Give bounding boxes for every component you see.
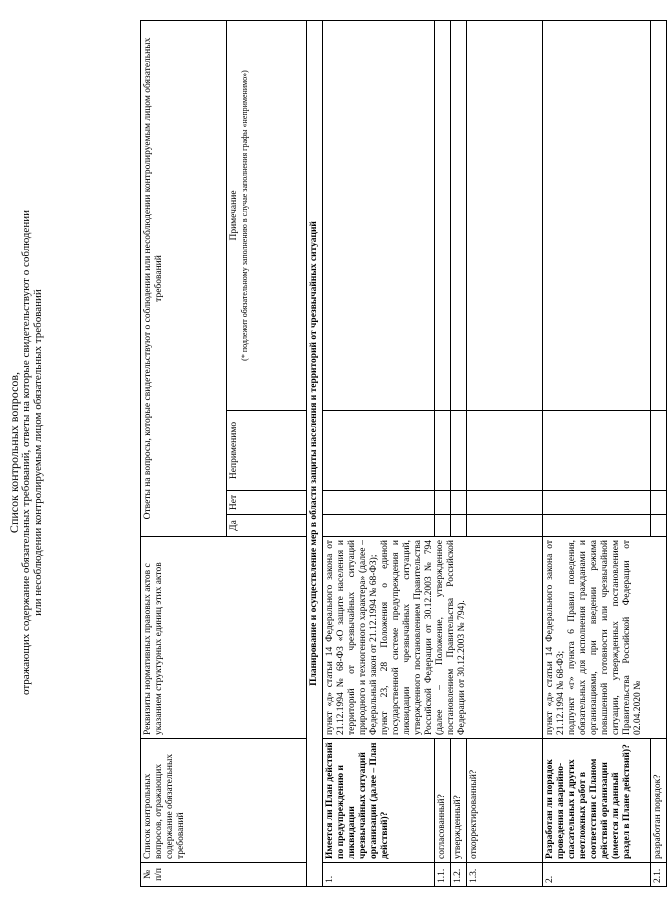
answer-yes-cell[interactable] xyxy=(323,515,435,537)
answer-no-cell[interactable] xyxy=(451,491,467,515)
table-row xyxy=(323,20,435,886)
header-na: Неприменимо xyxy=(227,411,307,491)
answer-no-cell[interactable] xyxy=(543,491,651,515)
checklist-table xyxy=(140,20,667,887)
note-cell[interactable] xyxy=(543,20,651,410)
section-title: Планирование и осуществление мер в области защиты населения и территорий от чрезвычайных ситуаций xyxy=(307,20,323,886)
row-requisites: пункт «д» статьи 14 Федерального закона от 21.12.1994 № 68-ФЗ «О защите населения и территорий от чрезвычайных ситуаций природного и техногенного характера» (далее – Федеральный закон от 21.12.1994 № 68-ФЗ); пункт 23, 28 Положения о единой государственной системе предупреждения и ликвидации чрезвычайных ситуаций, утвержденного постановлением Правительства Российской Федерации от 30.12.2003 № 794 (далее – Положение, утвержденное постановлением Правительства Российской Федерации от 30.12.2003 № 794). xyxy=(323,537,543,739)
answer-yes-cell[interactable] xyxy=(435,515,451,537)
answer-na-cell[interactable] xyxy=(467,411,543,491)
document-subtitle-line2: или несоблюдении контролируемым лицом обязательных требований xyxy=(32,289,44,616)
table-row xyxy=(651,20,667,886)
row-question: откорректированный? xyxy=(467,739,543,863)
answer-no-cell[interactable] xyxy=(467,491,543,515)
table-row xyxy=(451,20,467,886)
answer-no-cell[interactable] xyxy=(323,491,435,515)
row-num: 1.2. xyxy=(451,863,467,887)
row-num: 1.3. xyxy=(467,863,543,887)
answer-na-cell[interactable] xyxy=(435,411,451,491)
row-num: 1.1. xyxy=(435,863,451,887)
answer-no-cell[interactable] xyxy=(435,491,451,515)
header-note xyxy=(227,20,307,410)
row-question: согласованный? xyxy=(435,739,451,863)
answer-yes-cell[interactable] xyxy=(467,515,543,537)
document-subtitle-line1: отражающих содержание обязательных требований, ответы на которые свидетельствуют о соблюдении xyxy=(20,210,32,695)
header-note-title: Примечание xyxy=(229,190,239,241)
table-row xyxy=(467,20,543,886)
answer-no-cell[interactable] xyxy=(651,491,667,515)
row-num: 2. xyxy=(543,863,651,887)
note-cell[interactable] xyxy=(467,20,543,410)
note-cell[interactable] xyxy=(435,20,451,410)
note-cell[interactable] xyxy=(451,20,467,410)
answer-na-cell[interactable] xyxy=(543,411,651,491)
row-question: разработан порядок? xyxy=(651,739,667,863)
header-no: Нет xyxy=(227,491,307,515)
note-cell[interactable] xyxy=(323,20,435,410)
answer-yes-cell[interactable] xyxy=(651,515,667,537)
answer-yes-cell[interactable] xyxy=(543,515,651,537)
header-requisites: Реквизиты нормативных правовых актов с указанием структурных единиц этих актов xyxy=(141,537,307,739)
header-answers: Ответы на вопросы, которые свидетельствуют о соблюдении или несоблюдении контролируемым лицом обязательных требований xyxy=(141,20,227,536)
answer-yes-cell[interactable] xyxy=(451,515,467,537)
header-num: № п/п xyxy=(141,863,307,887)
row-num: 1. xyxy=(323,863,435,887)
table-row xyxy=(543,20,651,886)
table-row xyxy=(435,20,451,886)
header-note-detail: (* подлежит обязательному заполнению в случае заполнения графы «неприменимо») xyxy=(240,70,249,361)
row-num: 2.1. xyxy=(651,863,667,887)
header-questions: Список контрольных вопросов, отражающих содержание обязательных требований xyxy=(141,739,307,863)
note-cell[interactable] xyxy=(651,20,667,410)
answer-na-cell[interactable] xyxy=(451,411,467,491)
row-requisites: пункт «д» статьи 14 Федерального закона от 21.12.1994 № 68-ФЗ; подпункт «г» пункта 6 Правил поведения, обязательных для исполнения гражданами и организациями, при введении режима повышенной готовности или чрезвычайной ситуации, утвержденных постановлением Правительства Российской Федерации от 02.04.2020 № xyxy=(543,537,667,739)
document-title: Список контрольных вопросов, xyxy=(7,371,21,534)
row-question: Имеется ли План действий по предупреждению и ликвидации чрезвычайных ситуаций организации (далее – План действий)? xyxy=(323,739,435,863)
header-yes: Да xyxy=(227,515,307,537)
row-question: утвержденный? xyxy=(451,739,467,863)
answer-na-cell[interactable] xyxy=(323,411,435,491)
answer-na-cell[interactable] xyxy=(651,411,667,491)
row-question: Разработан ли порядок проведения аварийно-спасательных и других неотложных работ в соответствии с Планом действий организации (имеется ли данный раздел в Плане действий)? xyxy=(543,739,651,863)
